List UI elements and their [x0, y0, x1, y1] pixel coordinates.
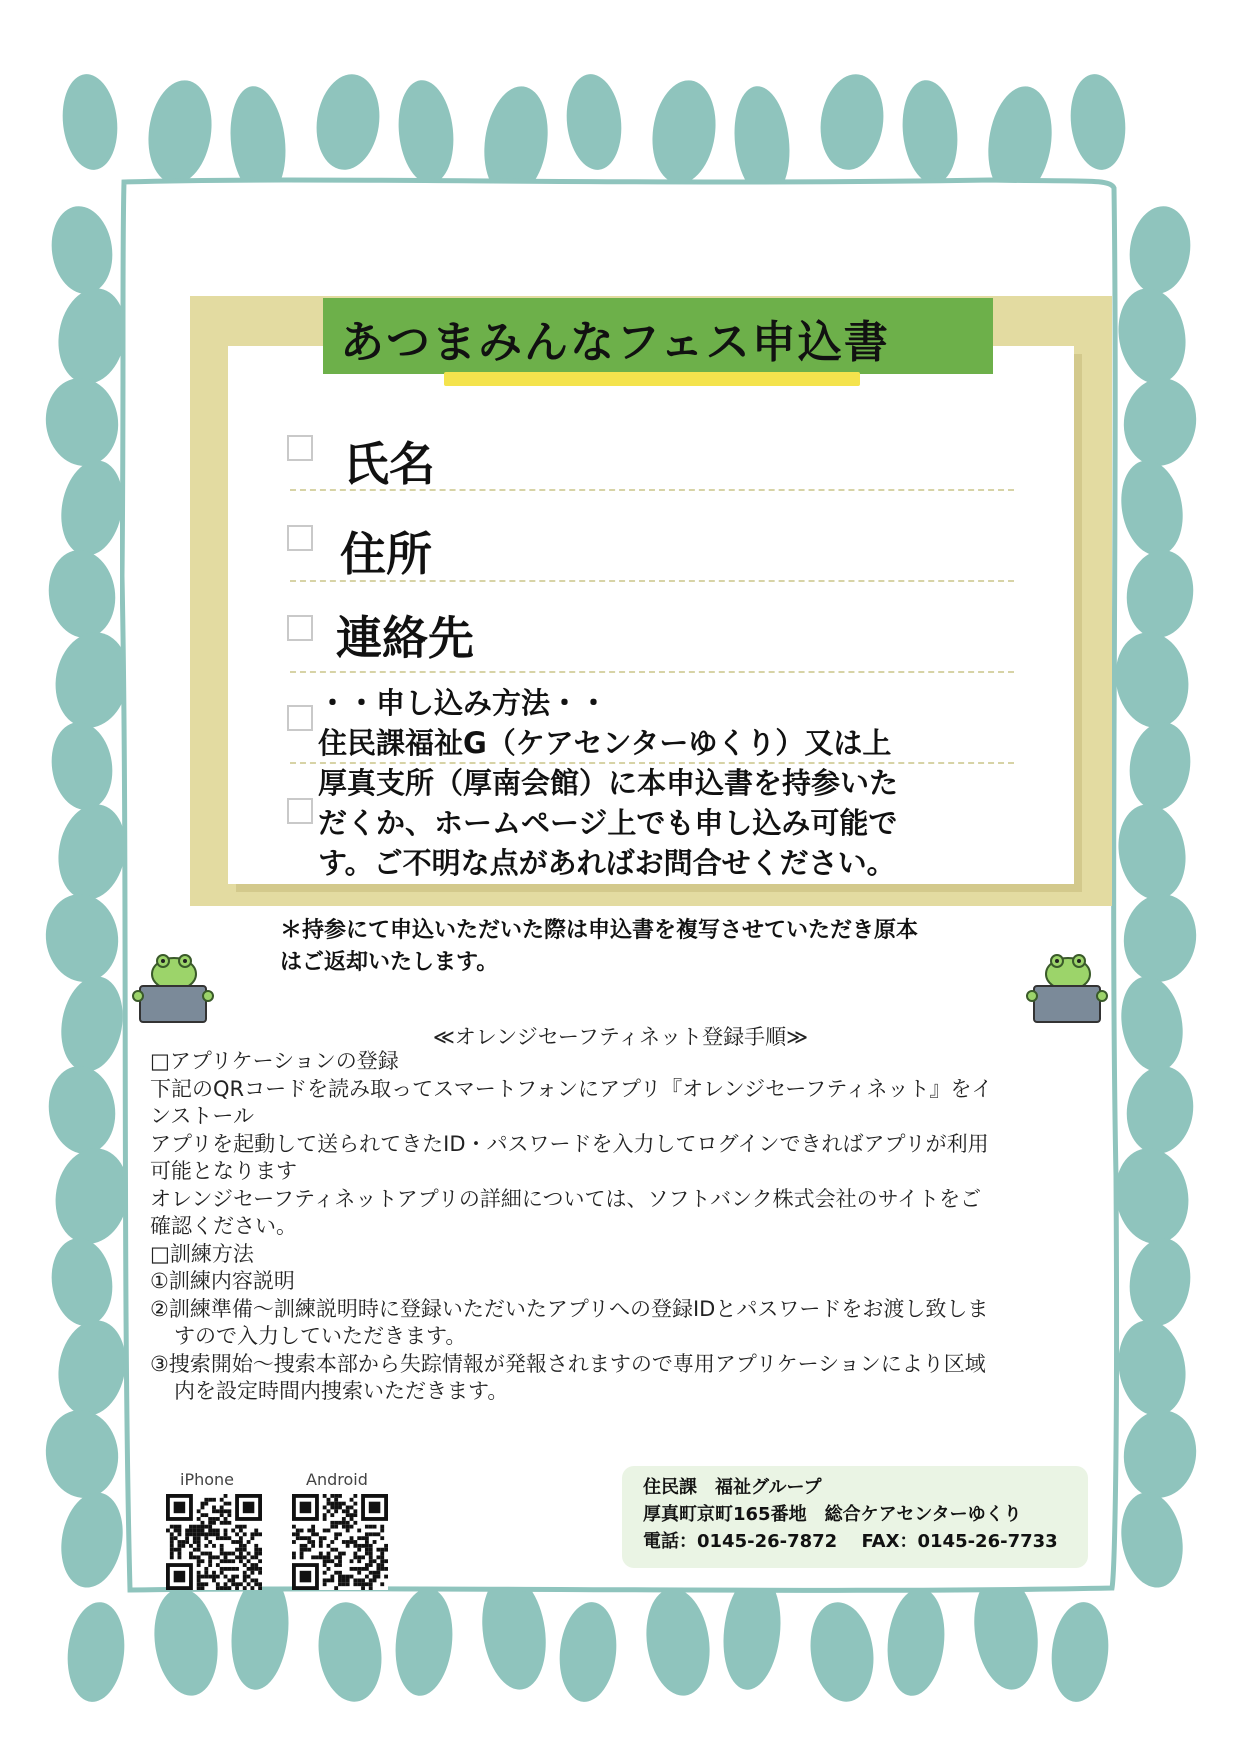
registration-line: ①訓練内容説明 [150, 1269, 295, 1293]
blob-shape [1114, 1488, 1190, 1593]
blob-shape [1121, 1062, 1199, 1158]
blob-shape [1108, 1142, 1196, 1249]
blob-shape [898, 77, 963, 186]
method-line: ・・申し込み方法・・ [318, 686, 609, 720]
blob-shape [46, 202, 118, 297]
method-line: す。ご不明な点があればお問合せください。 [318, 846, 896, 880]
contact-info [643, 1474, 1058, 1555]
blob-shape [142, 76, 218, 188]
contact-department: 住民課 福祉グループ [643, 1477, 822, 1498]
blob-shape [1124, 1234, 1196, 1329]
blob-shape [54, 456, 130, 561]
form-title: あつまみんなフェス申込書 [340, 317, 890, 368]
registration-line: 確認ください。 [150, 1214, 297, 1238]
blob-shape [148, 1584, 224, 1700]
blob-shape [1066, 71, 1130, 172]
registration-line: オレンジセーフティネットアプリの詳細については、ソフトバンク株式会社のサイトをご [150, 1186, 982, 1211]
blob-shape [1108, 626, 1196, 733]
blob-shape [311, 70, 386, 174]
registration-line: 内を設定時間内捜索いただきます。 [174, 1379, 509, 1403]
registration-line: ③捜索開始～捜索本部から失踪情報が発報されますので専用アプリケーションにより区域 [150, 1351, 986, 1376]
registration-line: 下記のQRコードを読み取ってスマートフォンにアプリ『オレンジセーフティネット』をイ [150, 1076, 993, 1101]
address-dashed-line [290, 580, 1014, 582]
blob-shape [1047, 1599, 1113, 1704]
method-line: 住民課福祉G（ケアセンターゆくり）又は上 [318, 726, 892, 760]
blob-shape [1118, 373, 1202, 470]
blob-shape [1121, 546, 1199, 642]
registration-heading: ≪オレンジセーフティネット登録手順≫ [432, 1025, 809, 1049]
registration-line: 可能となります [150, 1159, 297, 1183]
blob-shape [1124, 718, 1196, 813]
blob-shape [54, 1488, 130, 1593]
blob-shape [804, 1598, 879, 1706]
blob-shape [63, 1599, 129, 1704]
registration-line: すので入力していただきます。 [174, 1324, 467, 1348]
blob-shape [46, 718, 118, 813]
blob-shape [40, 1405, 124, 1502]
blob-shape [391, 1585, 458, 1698]
note-line: ＊持参にて申込いただいた際は申込書を複写させていただき原本 [280, 918, 919, 943]
qr-label-android: Android [306, 1470, 368, 1489]
qr-code-icon[interactable] [292, 1494, 388, 1590]
note-line: はご返却いたします。 [280, 950, 499, 975]
contact-address: 厚真町京町165番地 総合ケアセンターゆくり [643, 1504, 1022, 1525]
blob-shape [1111, 799, 1193, 905]
contact-checkbox-icon[interactable] [287, 615, 313, 641]
blob-shape [883, 1585, 950, 1698]
extra-checkbox-icon-1[interactable] [287, 705, 313, 731]
blob-shape [43, 1062, 121, 1158]
blob-shape [1114, 456, 1190, 561]
method-line: だくか、ホームページ上でも申し込み可能で [318, 806, 898, 840]
blob-shape [1111, 1315, 1193, 1421]
blob-shape [646, 76, 722, 188]
blob-shape [555, 1599, 621, 1704]
blob-shape [312, 1598, 387, 1706]
application-method [318, 683, 1018, 883]
contact-dashed-line [290, 671, 1014, 673]
registration-steps [150, 1048, 1090, 1406]
name-field-label: 氏名 [343, 437, 435, 491]
blob-shape [562, 71, 626, 172]
blob-shape [40, 373, 124, 470]
blob-shape [640, 1584, 716, 1700]
registration-line: □訓練方法 [150, 1241, 254, 1266]
blob-shape [1118, 1405, 1202, 1502]
blob-shape [394, 77, 459, 186]
blob-shape [43, 546, 121, 642]
qr-code-icon[interactable] [166, 1494, 262, 1590]
qr-label-iphone: iPhone [180, 1470, 235, 1489]
address-checkbox-icon[interactable] [287, 525, 313, 551]
registration-line: アプリを起動して送られてきたID・パスワードを入力してログインできればアプリが利用 [150, 1131, 989, 1156]
blob-shape [58, 71, 122, 172]
contact-field-label: 連絡先 [336, 611, 474, 665]
blob-shape [1111, 283, 1193, 389]
title-underline [444, 372, 860, 386]
copy-return-note [280, 915, 918, 979]
registration-line: □アプリケーションの登録 [150, 1049, 399, 1073]
blob-shape [815, 70, 890, 174]
registration-line: ンストール [150, 1104, 254, 1128]
contact-phone-fax: 電話：0145-26-7872 FAX：0145-26-7733 [643, 1531, 1058, 1552]
blob-shape [46, 1234, 118, 1329]
registration-line: ②訓練準備～訓練説明時に登録いただいたアプリへの登録IDとパスワードをお渡し致しま [150, 1296, 989, 1321]
blob-shape [1118, 889, 1202, 986]
extra-checkbox-icon-2[interactable] [287, 798, 313, 824]
address-field-label: 住所 [340, 527, 432, 581]
name-checkbox-icon[interactable] [287, 435, 313, 461]
blob-shape [40, 889, 124, 986]
name-dashed-line [290, 489, 1014, 491]
blob-shape [1124, 202, 1196, 297]
method-line: 厚真支所（厚南会館）に本申込書を持参いた [318, 766, 899, 800]
